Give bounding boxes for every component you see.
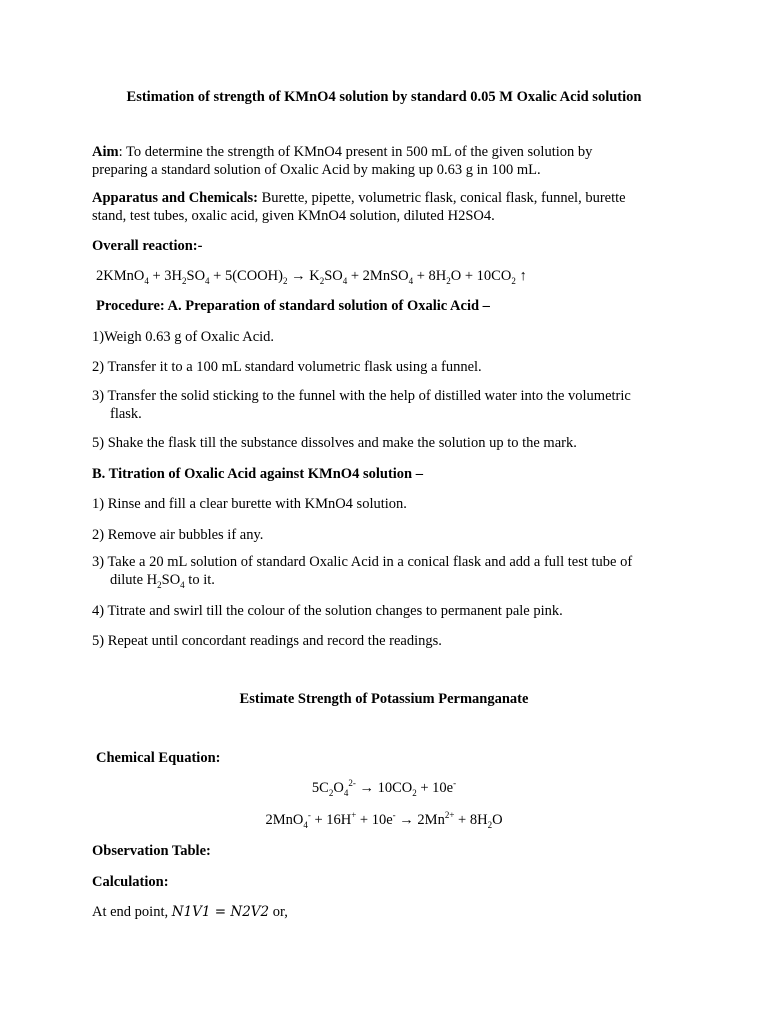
end-point-formula: N1V1 = N2V2 (171, 904, 270, 920)
aim-paragraph (92, 143, 592, 161)
chemical-equation-label: Chemical Equation: (96, 750, 221, 766)
document-title: Estimation of strength of KMnO4 solution by standard 0.05 M Oxalic Acid solution (126, 89, 642, 105)
procedure-a-heading: Procedure: A. Preparation of standard solution of Oxalic Acid – (96, 298, 490, 314)
section-2-title: Estimate Strength of Potassium Permanganate (239, 691, 529, 707)
procedure-b-step-3-cont: dilute $H_2SO_4$ to it. (110, 572, 215, 590)
procedure-a-step-2: 2) Transfer it to a 100 mL standard volumetric flask using a funnel. (92, 359, 482, 375)
apparatus-text-1: Burette, pipette, volumetric flask, conical flask, funnel, burette (257, 190, 626, 206)
procedure-a-step-3: 3) Transfer the solid sticking to the funnel with the help of distilled water into the volumetric (92, 388, 631, 404)
procedure-b-step-5: 5) Repeat until concordant readings and record the readings. (92, 633, 442, 649)
end-point-line (92, 903, 288, 921)
procedure-b-step-4: 4) Titrate and swirl till the colour of the solution changes to permanent pale pink. (92, 603, 563, 619)
procedure-b-step-1: 1) Rinse and fill a clear burette with KMnO4 solution. (92, 496, 407, 512)
apparatus-label: Apparatus and Chemicals: (92, 190, 258, 206)
procedure-a-step-5: 5) Shake the flask till the substance dissolves and make the solution up to the mark. (92, 435, 577, 451)
chemical-equation-1: $5C_2O_4^{2-} \to 10CO_2 + 10e^-$ (311, 778, 457, 798)
procedure-b-heading: B. Titration of Oxalic Acid against KMnO4 solution – (92, 466, 423, 482)
procedure-b-step-3: 3) Take a 20 mL solution of standard Oxalic Acid in a conical flask and add a full test tube of (92, 554, 633, 570)
procedure-a-step-3-cont: flask. (110, 406, 142, 422)
calculation-label: Calculation: (92, 874, 169, 890)
aim-label: Aim (92, 144, 119, 160)
apparatus-paragraph (92, 189, 626, 207)
chemical-equation-2: $2MnO_4^- + 16H^+ + 10e^- \to 2Mn^{2+} + 8H_2O$ (265, 810, 503, 830)
overall-reaction-label: Overall reaction:- (92, 238, 203, 254)
observation-table-label: Observation Table: (92, 843, 211, 859)
procedure-b-step-2: 2) Remove air bubbles if any. (92, 527, 264, 543)
procedure-a-step-1: 1)Weigh 0.63 g of Oxalic Acid. (92, 329, 275, 345)
end-point-suffix: or, (269, 904, 288, 920)
aim-text-1: : To determine the strength of KMnO4 present in 500 mL of the given solution by (118, 144, 593, 160)
end-point-prefix: At end point, (92, 904, 172, 920)
apparatus-text-2: stand, test tubes, oxalic acid, given KMnO4 solution, diluted H2SO4. (92, 208, 495, 224)
aim-text-2: preparing a standard solution of Oxalic Acid by making up 0.63 g in 100 mL. (92, 162, 541, 178)
overall-reaction-equation: 2KMnO$_4$ + $3H_2SO_4$ + $5(COOH)_2 \to K_2SO_4$ + 2MnSO$_4$ + $8H_2O + 10CO_2$ ↑ (96, 268, 527, 286)
